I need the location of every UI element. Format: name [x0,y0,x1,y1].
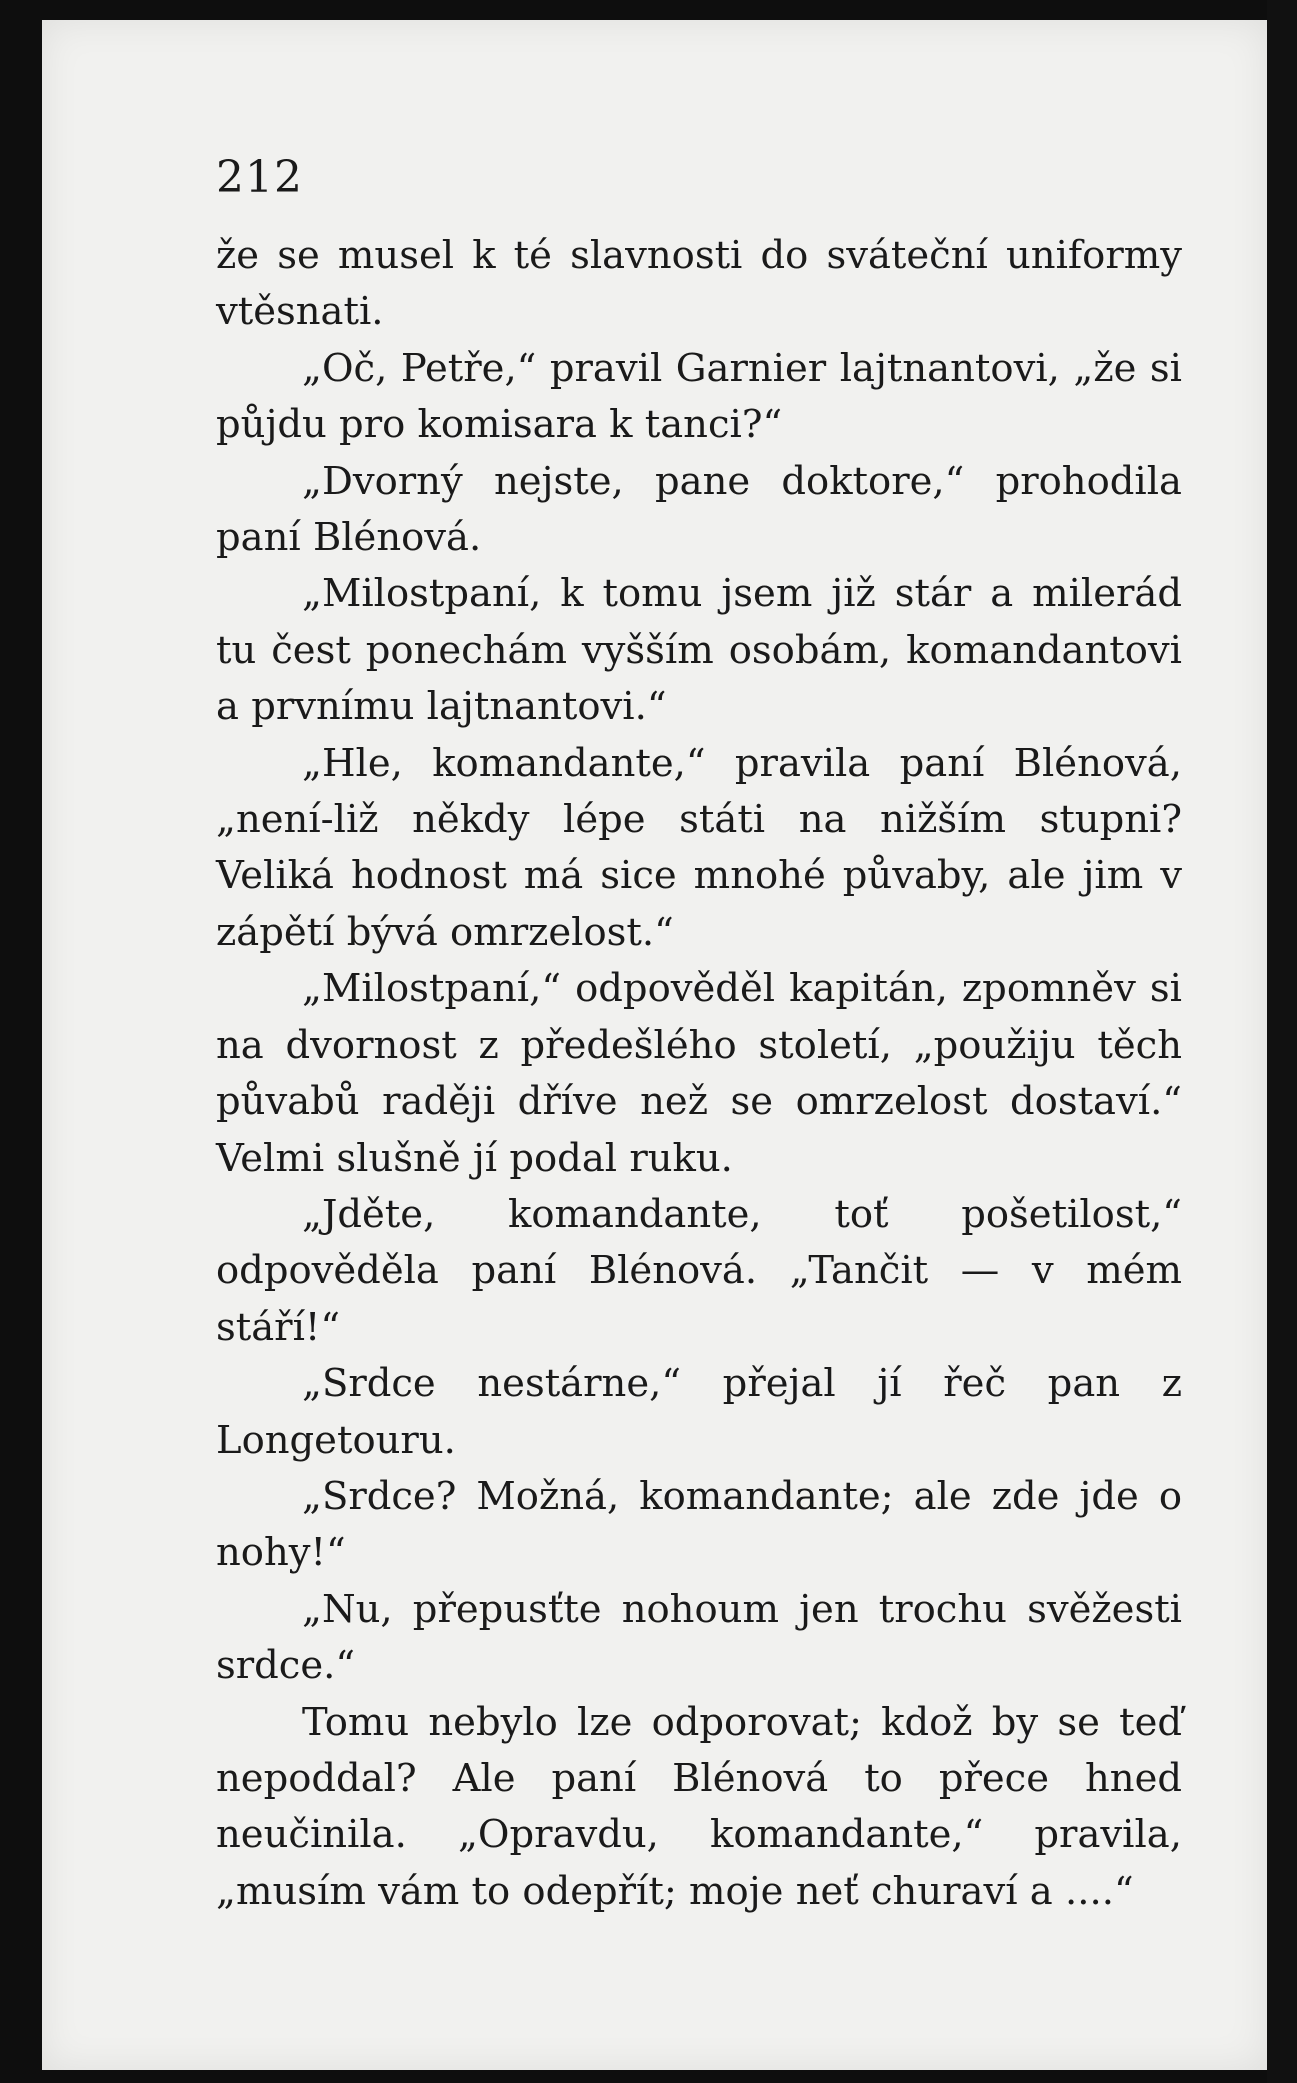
paragraph: „Hle, komandante,“ pravila paní Blénová, „není-liž někdy lépe státi na nižším stupni? Veliká hodnost má sice mnohé půvaby, ale jim v zápětí bývá omrzelost.“ [216,740,1182,955]
paragraph: že se musel k té slavnosti do sváteční uniformy vtěsnati. [216,233,1182,335]
paragraph: „Srdce nestárne,“ přejal jí řeč pan z Longetouru. [216,1361,1182,1463]
body-text [216,228,1182,1920]
paragraph: „Milostpaní,“ odpověděl kapitán, zpomněv si na dvornost z předešlého století, „použiju těch půvabů raději dříve než se omrzelost dostaví.“ Velmi slušně jí podal ruku. [216,966,1182,1181]
paragraph: „Jděte, komandante, toť pošetilost,“ odpověděla paní Blénová. „Tančit — v mém stáří!“ [216,1191,1182,1350]
paragraph: Tomu nebylo lze odporovat; kdož by se teď nepoddal? Ale paní Blénová to přece hned neučinila. „Opravdu, komandante,“ pravila, „musím vám to odepřít; moje neť churaví a ....“ [216,1699,1182,1914]
scan-edge [1267,0,1297,2083]
paragraph: „Oč, Petře,“ pravil Garnier lajtnantovi, „že si půjdu pro komisara k tanci?“ [216,345,1182,448]
paragraph: „Srdce? Možná, komandante; ale zde jde o nohy!“ [216,1473,1182,1576]
paragraph: „Dvorný nejste, pane doktore,“ prohodila paní Blénová. [216,458,1182,561]
page-number: 212 [216,152,303,203]
paragraph: „Nu, přepusťte nohoum jen trochu svěžesti srdce.“ [216,1586,1182,1689]
paragraph: „Milostpaní, k tomu jsem již stár a milerád tu čest ponechám vyšším osobám, komandantovi a prvnímu lajtnantovi.“ [216,571,1182,730]
